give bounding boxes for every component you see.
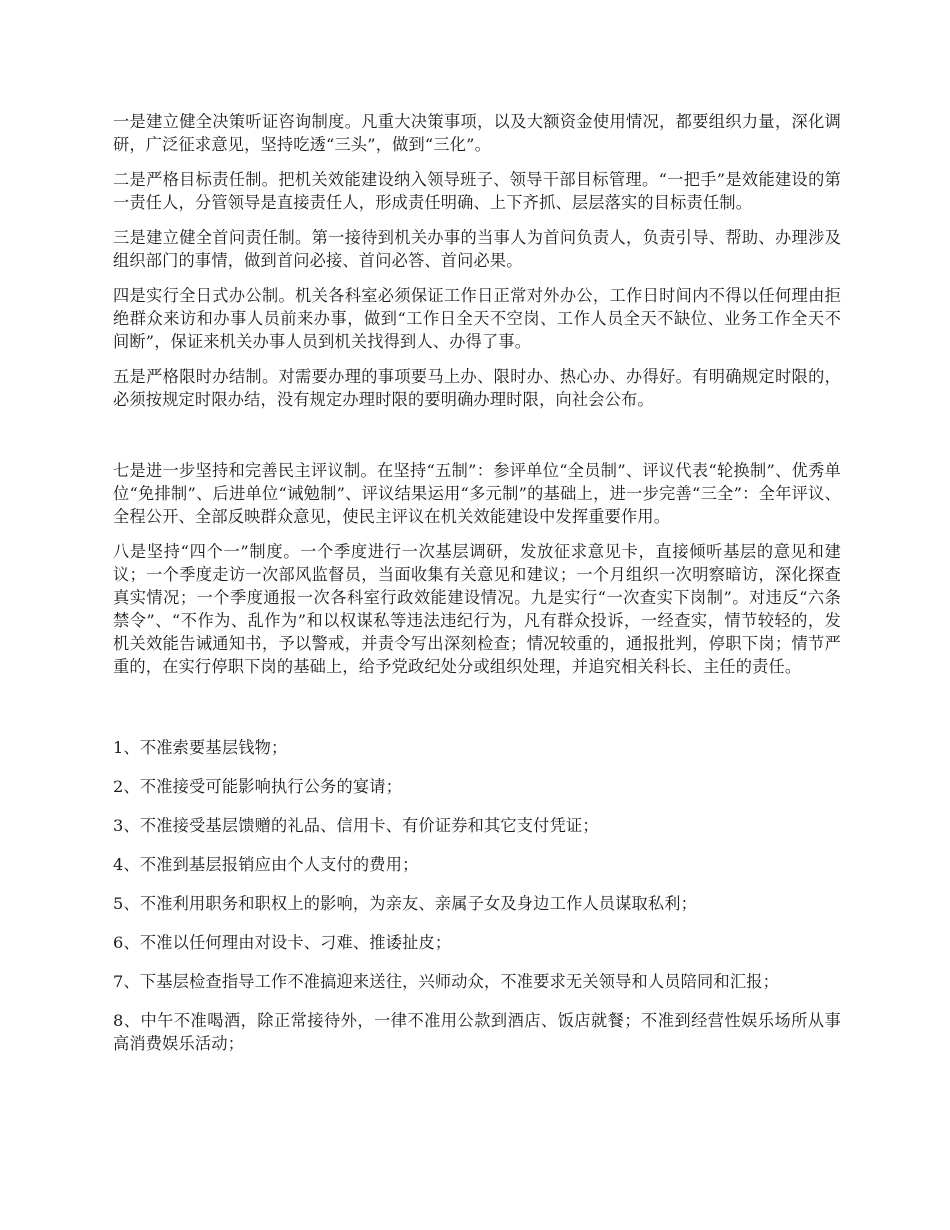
rule-item-5: 5、不准利用职务和职权上的影响，为亲友、亲属子女及身边工作人员谋取私利； xyxy=(113,894,698,913)
paragraph-four-ones: 八是坚持“四个一”制度。一个季度进行一次基层调研，发放征求意见卡，直接倾听基层的意见和建议；一个季度走访一次部风监督员，当面收集有关意见和建议；一个月组织一次明察暗访，深化探查真实情况；一个季度通报一次各科室行政效能建设情况。九是实行“一次查实下岗制”。对违反“六条禁令”、“不作为、乱作为”和以权谋私等违法违纪行为，凡有群众投诉，一经查实，情节较轻的，发机关效能告诫通知书，予以警戒，并责令写出深刻检查；情况较重的，通报批判，停职下岗；情节严重的，在实行停职下岗的基础上，给予党政纪处分或组织处理，并追究相关科长、主任的责任。 xyxy=(113,542,841,676)
section-gap xyxy=(113,690,841,736)
rule-item-3: 3、不准接受基层馈赠的礼品、信用卡、有价证券和其它支付凭证； xyxy=(113,816,599,835)
paragraph-decision-hearing: 一是建立健全决策听证咨询制度。凡重大决策事项，以及大额资金使用情况，都要组织力量，深化调研，广泛征求意见，坚持吃透“三头”，做到“三化”。 xyxy=(113,112,841,154)
rule-item-4: 4、不准到基层报销应由个人支付的费用； xyxy=(113,855,419,874)
paragraph-target-responsibility: 二是严格目标责任制。把机关效能建设纳入领导班子、领导干部目标管理。“一把手”是效能建设的第一责任人，分管领导是直接责任人，形成责任明确、上下齐抓、层层落实的目标责任制。 xyxy=(113,170,841,212)
rule-item-2: 2、不准接受可能影响执行公务的宴请； xyxy=(113,777,403,796)
rule-item-7: 7、下基层检查指导工作不准搞迎来送往，兴师动众，不准要求无关领导和人员陪同和汇报； xyxy=(113,972,779,991)
paragraph-time-limit: 五是严格限时办结制。对需要办理的事项要马上办、限时办、热心办、办得好。有明确规定时限的，必须按规定时限办结，没有规定办理时限的要明确办理时限，向社会公布。 xyxy=(113,367,841,409)
rule-item-1: 1、不准索要基层钱物； xyxy=(113,738,288,757)
rule-item-6: 6、不准以任何理由对设卡、刁难、推诿扯皮； xyxy=(113,933,452,952)
paragraph-full-day-office: 四是实行全日式办公制。机关各科室必须保证工作日正常对外办公，工作日时间内不得以任何理由拒绝群众来访和办事人员前来办事，做到“工作日全天不空岗、工作人员全天不缺位、业务工作全天不间断”，保证来机关办事人员到机关找得到人、办得了事。 xyxy=(113,286,841,351)
document-body xyxy=(113,110,841,1071)
rule-item-8: 8、中午不准喝酒，除正常接待外，一律不准用公款到酒店、饭店就餐；不准到经营性娱乐场所从事高消费娱乐活动； xyxy=(113,1011,841,1053)
paragraph-first-inquiry: 三是建立健全首问责任制。第一接待到机关办事的当事人为首问负责人，负责引导、帮助、办理涉及组织部门的事情，做到首问必接、首问必答、首问必果。 xyxy=(113,228,841,270)
section-gap xyxy=(113,423,841,459)
paragraph-democratic-review: 七是进一步坚持和完善民主评议制。在坚持“五制”：参评单位“全员制”、评议代表“轮换制”、优秀单位“免排制”、后进单位“诫勉制”、评议结果运用“多元制”的基础上，进一步完善“三全”：全年评议、全程公开、全部反映群众意见，使民主评议在机关效能建设中发挥重要作用。 xyxy=(113,461,841,526)
